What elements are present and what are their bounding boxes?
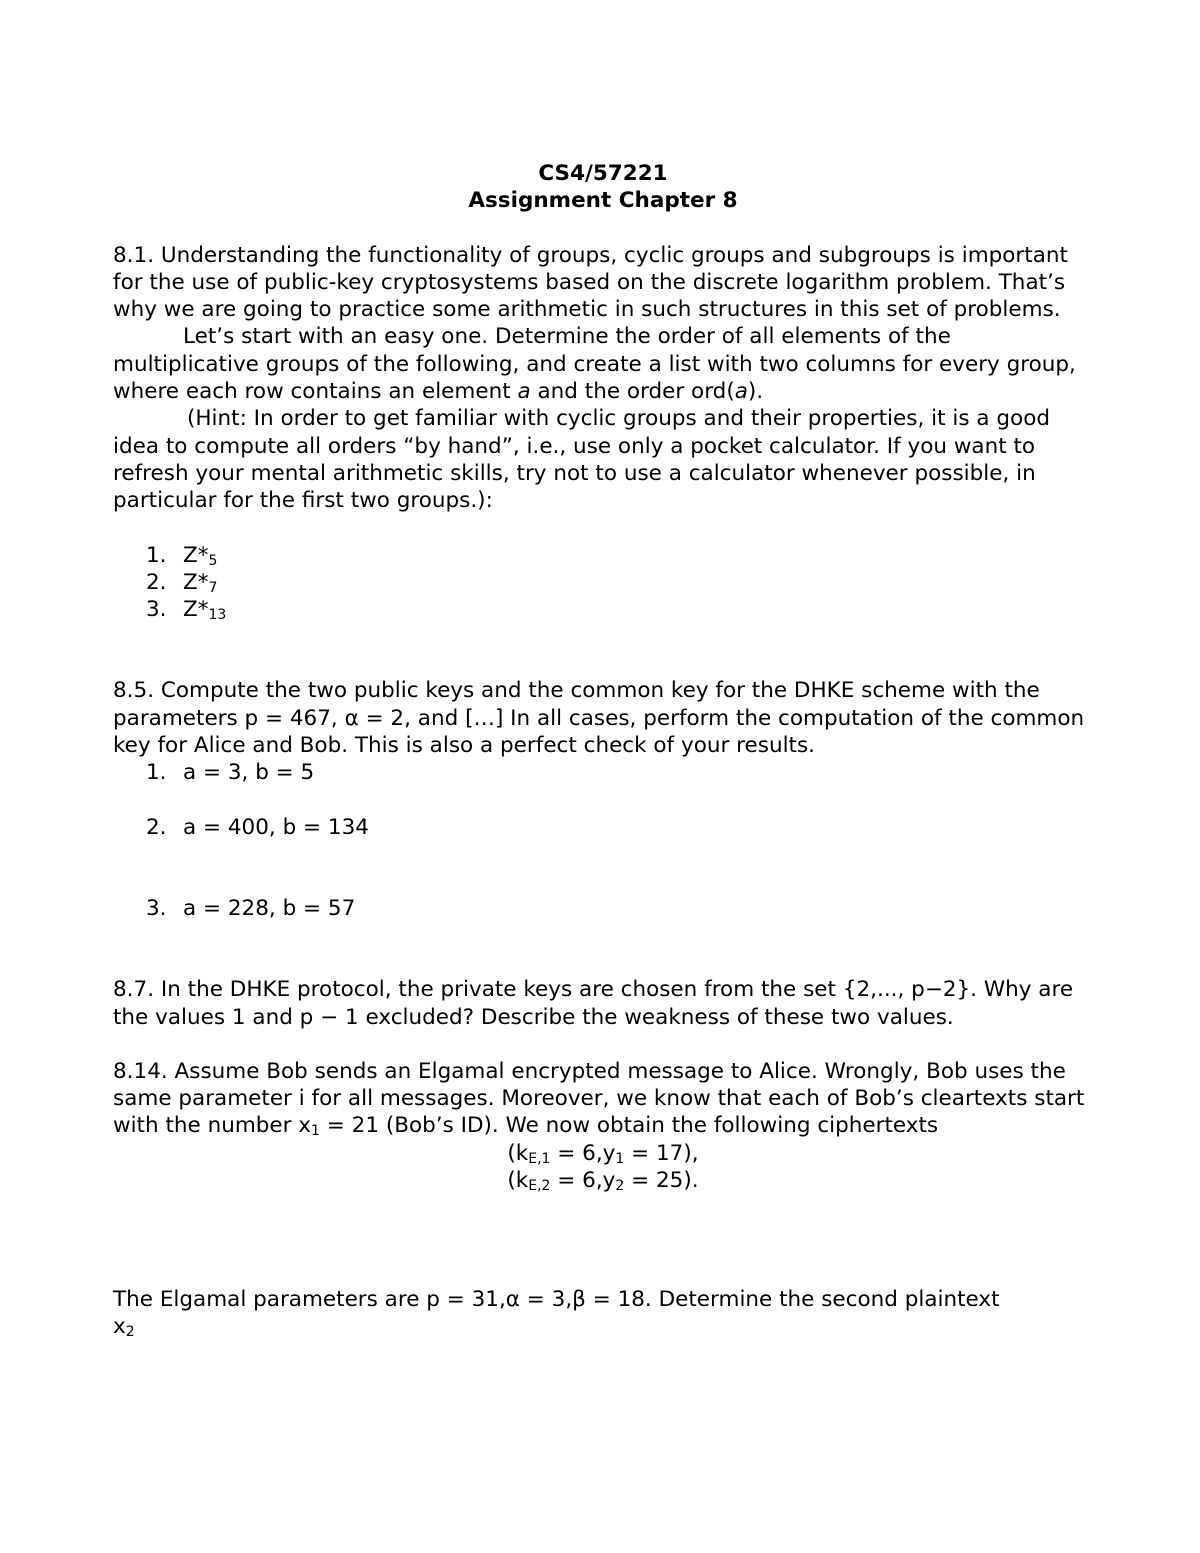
list-item: 2. a = 400, b = 134: [146, 814, 369, 840]
list-item: 1. $Z*_5$: [146, 542, 218, 569]
problem-8-14-intro: 8.14. Assume Bob sends an Elgamal encrypted message to Alice. Wrongly, Bob uses the same parameter i for all messages. Moreover, we know that each of Bob’s cleartexts start with the number $x_1 = 21$ (Bob’s ID). We now obtain the following ciphertexts: [113, 1058, 1085, 1140]
list-item: 1. a = 3, b = 5: [146, 760, 315, 786]
ciphertext-1: $(k_{E,1} = 6,y_1 = 17)$,: [507, 1140, 699, 1167]
problem-8-7: [113, 976, 1093, 1031]
problem-8-1-intro: 8.1. Understanding the functionality of groups, cyclic groups and subgroups is important for the use of public-key cryptosystems based on the discrete logarithm problem. That’s why we are going to practice some arithmetic in such structures in this set of problems.: [113, 242, 1068, 323]
assignment-title: Assignment Chapter 8: [468, 188, 738, 214]
list-item: 3. a = 228, b = 57: [146, 895, 356, 921]
problem-8-7-text: 8.7. In the DHKE protocol, the private keys are chosen from the set {2,..., p−2}. Why are the values 1 and p − 1 excluded? Describe the weakness of these two values.: [113, 977, 1074, 1030]
problem-8-5: [113, 677, 1093, 922]
list-item: 2. $Z*_7$: [146, 569, 218, 596]
problem-8-1-instructions: Let’s start with an easy one. Determine the order of all elements of the multiplicative groups of the following, and create a list with two columns for every group, where each row contains an element a and the order ord(a).: [113, 324, 1076, 405]
document-page: [113, 160, 1093, 1194]
ciphertext-2: $(k_{E,2} = 6,y_2 = 25)$.: [507, 1168, 699, 1195]
elgamal-parameters: The Elgamal parameters are p = 31,α = 3,β = 18. Determine the second plaintext $x_2$: [113, 1287, 1000, 1341]
problem-8-1-hint: (Hint: In order to get familiar with cyclic groups and their properties, it is a good idea to compute all orders “by hand”, i.e., use only a pocket calculator. If you want to refresh your mental arithmetic skills, try not to use a calculator whenever possible, in particular for the first two groups.):: [113, 406, 1050, 514]
list-item: 3. $Z*_{13}$: [146, 597, 227, 624]
course-code: CS4/57221: [538, 161, 668, 186]
problem-8-5-intro: 8.5. Compute the two public keys and the common key for the DHKE scheme with the parameters p = 467, α = 2, and […] In all cases, perform the computation of the common key for Alice and Bob. This is also a perfect check of your results.: [113, 678, 1085, 759]
problem-8-14: [113, 1058, 1093, 1194]
group-list: [113, 542, 1093, 624]
dhke-parameter-list: [113, 759, 1093, 922]
problem-8-1: [113, 242, 1093, 624]
